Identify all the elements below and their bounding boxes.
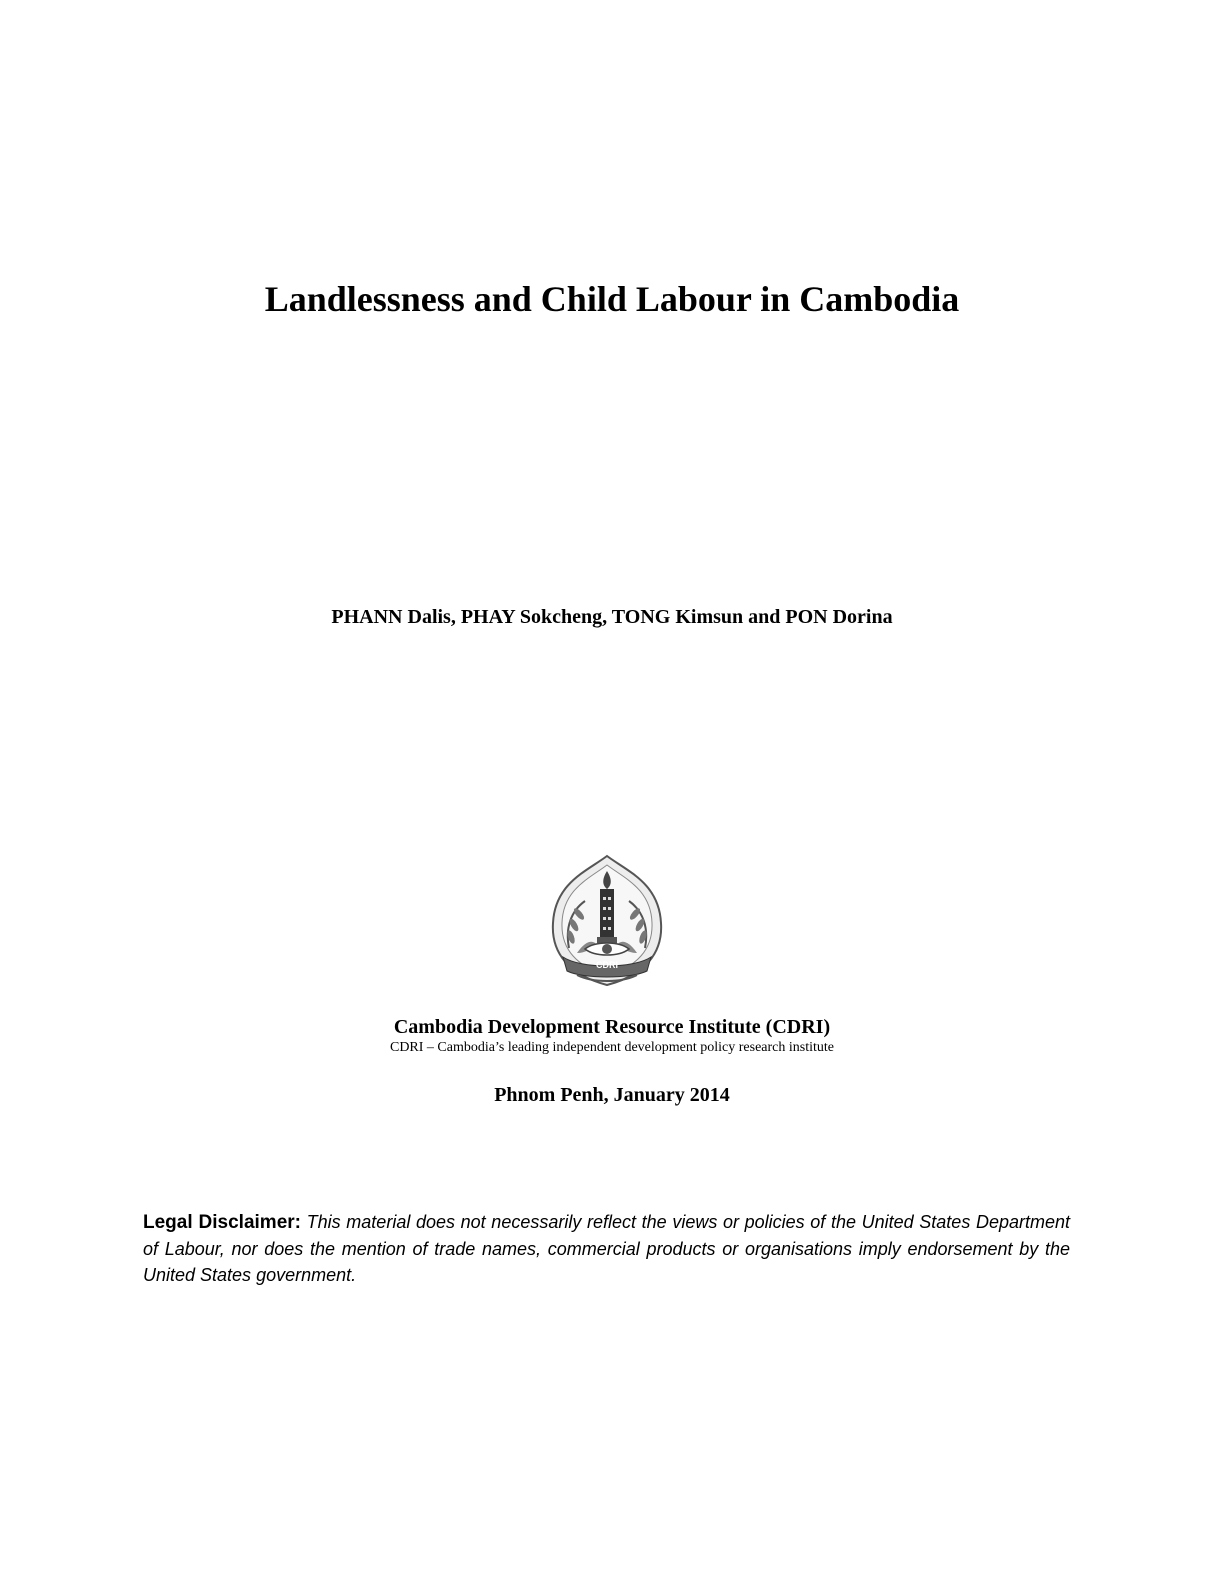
institution-tagline: CDRI – Cambodia’s leading independent development policy research institute bbox=[389, 1040, 834, 1055]
institution-name: Cambodia Development Resource Institute (CDRI) bbox=[393, 1016, 831, 1038]
disclaimer-text: This material does not necessarily reflect the views or policies of the United States Department of Labour, nor does the mention of trade names, commercial products or organisations imply endorsement by the United States government. bbox=[143, 1212, 1070, 1285]
place-and-date: Phnom Penh, January 2014 bbox=[494, 1084, 730, 1106]
disclaimer-label: Legal Disclaimer: bbox=[143, 1212, 301, 1233]
document-title: Landlessness and Child Labour in Cambodia bbox=[264, 279, 960, 319]
cdri-emblem-icon bbox=[547, 853, 667, 988]
logo-text: CDRI bbox=[596, 960, 618, 970]
legal-disclaimer bbox=[143, 1209, 1070, 1288]
author-list: PHANN Dalis, PHAY Sokcheng, TONG Kimsun and PON Dorina bbox=[331, 606, 893, 628]
